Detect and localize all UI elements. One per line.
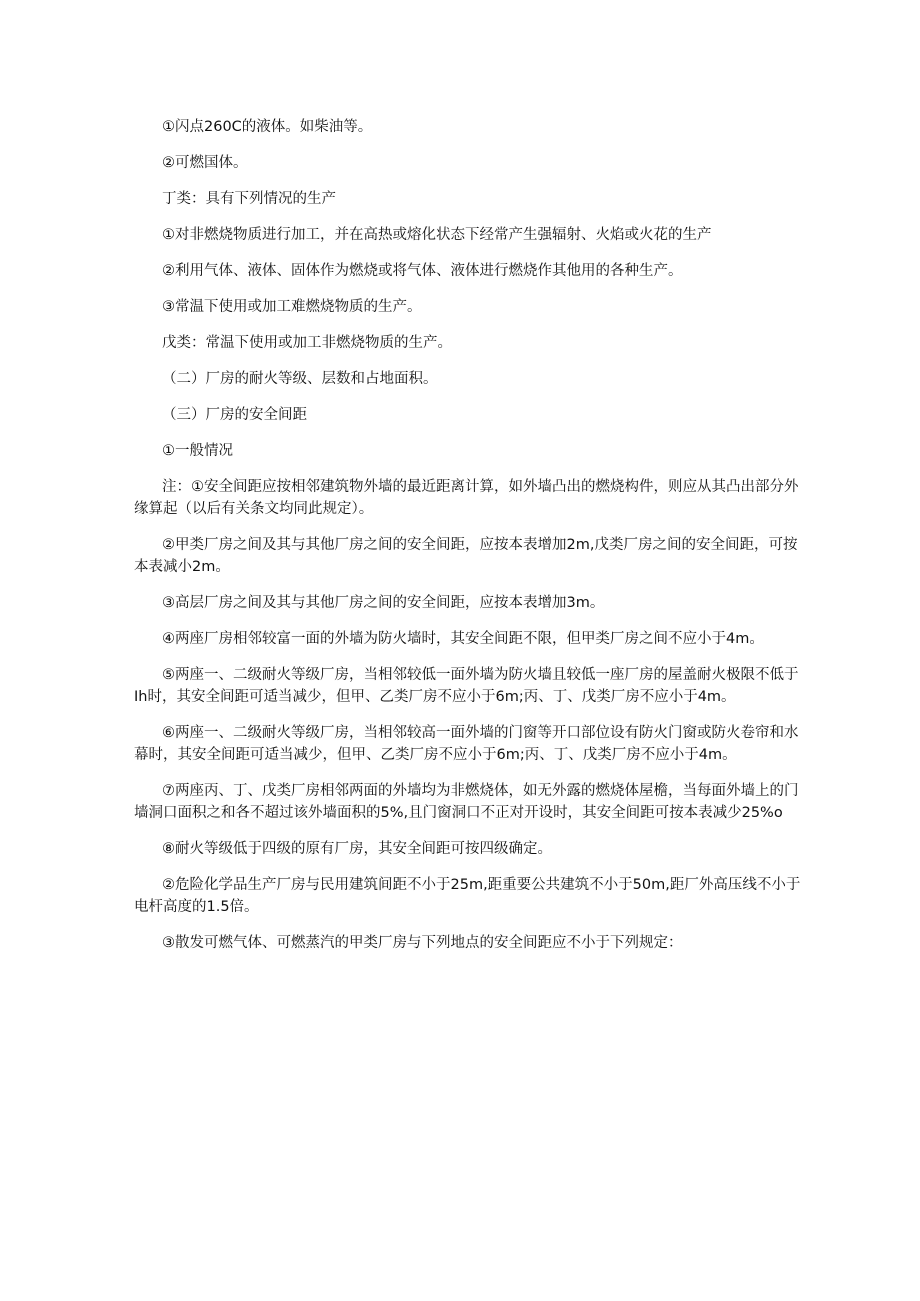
paragraph: ①对非燃烧物质进行加工，并在高热或熔化状态下经常产生强辐射、火焰或火花的生产	[162, 227, 712, 243]
paragraph: 注：①安全间距应按相邻建筑物外墙的最近距离计算，如外墙凸出的燃烧构件，则应从其凸出部分外缘算起（以后有关条文均同此规定）。	[134, 479, 799, 517]
paragraph: ⑦两座丙、丁、戊类厂房相邻两面的外墙均为非燃烧体，如无外露的燃烧体屋檐，当每面外墙上的门墙洞口面积之和各不超过该外墙面积的5%,且门窗洞口不正对开设时，其安全间距可按本表减少25%o	[134, 783, 799, 821]
paragraph: ③散发可燃气体、可燃蒸汽的甲类厂房与下列地点的安全间距应不小于下列规定：	[162, 935, 683, 951]
document-body	[134, 116, 802, 968]
paragraph: （二）厂房的耐火等级、层数和占地面积。	[162, 371, 438, 387]
paragraph: ①一般情况	[162, 443, 233, 459]
paragraph: ②可燃国体。	[162, 155, 248, 171]
paragraph: 丁类：具有下列情况的生产	[162, 191, 336, 207]
paragraph: ②甲类厂房之间及其与其他厂房之间的安全间距，应按本表增加2m,戊类厂房之间的安全间距，可按本表减小2m。	[134, 537, 798, 575]
paragraph: 戊类：常温下使用或加工非燃烧物质的生产。	[162, 335, 452, 351]
paragraph: ④两座厂房相邻较富一面的外墙为防火墙时，其安全间距不限，但甲类厂房之间不应小于4m。	[162, 631, 764, 647]
paragraph: ①闪点260C的液体。如柴油等。	[162, 119, 373, 135]
paragraph: ②危险化学品生产厂房与民用建筑间距不小于25m,距重要公共建筑不小于50m,距厂外高压线不小于电杆高度的1.5倍。	[134, 877, 801, 915]
paragraph: ⑧耐火等级低于四级的原有厂房，其安全间距可按四级确定。	[162, 841, 552, 857]
paragraph: ⑤两座一、二级耐火等级厂房，当相邻较低一面外墙为防火墙且较低一座厂房的屋盖耐火极限不低于Ih时，其安全间距可适当减少，但甲、乙类厂房不应小于6m;丙、丁、戊类厂房不应小于4m。	[134, 667, 799, 705]
paragraph: ②利用气体、液体、固体作为燃烧或将气体、液体进行燃烧作其他用的各种生产。	[162, 263, 683, 279]
paragraph: ③高层厂房之间及其与其他厂房之间的安全间距，应按本表增加3m。	[162, 595, 605, 611]
paragraph: ③常温下使用或加工难燃烧物质的生产。	[162, 299, 422, 315]
paragraph: ⑥两座一、二级耐火等级厂房，当相邻较高一面外墙的门窗等开口部位设有防火门窗或防火卷帘和水幕时，其安全间距可适当减少，但甲、乙类厂房不应小于6m;丙、丁、戊类厂房不应小于4m。	[134, 725, 799, 763]
paragraph: （三）厂房的安全间距	[162, 407, 307, 423]
